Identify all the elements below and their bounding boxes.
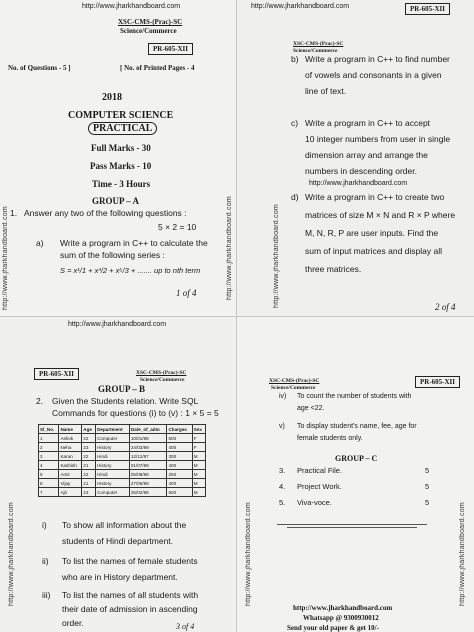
table-cell: 24/03/99 <box>129 443 167 452</box>
qd-line-5: three matrices. <box>305 264 362 274</box>
watermark-left-4: http://www.jharkhandboard.com <box>245 502 252 606</box>
watermark-left-2: http://www.jharkhandboard.com <box>273 204 280 308</box>
code-line-3: XSC-CMS-(Prac)-SC <box>136 370 187 376</box>
watermark-left-1: http://www.jharkhandboard.com <box>2 206 9 310</box>
table-cell: M <box>192 461 205 470</box>
stream-label-4: Science/Commerce <box>271 385 316 391</box>
item-3-label: Practical File. <box>297 466 343 475</box>
page-number-3: 3 of 4 <box>176 622 195 631</box>
table-header-cell: Age <box>82 425 96 434</box>
table-cell: M <box>192 470 205 479</box>
table-cell: Hindi <box>96 470 130 479</box>
table-row <box>39 443 206 452</box>
table-cell: 2 <box>39 443 59 452</box>
qii-label: ii) <box>42 556 49 566</box>
exam-year: 2018 <box>102 92 122 103</box>
table-cell: Computer <box>96 488 130 497</box>
qb-line-1: Write a program in C++ to find number <box>305 54 450 64</box>
qi-label: i) <box>42 520 47 530</box>
table-row <box>39 479 206 488</box>
table-cell: History <box>96 479 130 488</box>
group-a-heading: GROUP – A <box>92 196 140 206</box>
item-4-label: Project Work. <box>297 482 342 491</box>
q2-number: 2. <box>36 396 44 406</box>
table-cell: 400 <box>167 479 192 488</box>
qc-line-3: dimension array and arrange the <box>305 150 428 160</box>
page-2 <box>237 0 474 316</box>
qc-line-2: 10 integer numbers from user in single <box>305 134 451 144</box>
table-cell: Vijay <box>59 479 82 488</box>
qii-line-1: To list the names of female students <box>62 556 198 566</box>
qa-label: a) <box>36 238 44 248</box>
table-header-cell: Date_of_adm <box>129 425 167 434</box>
table-cell: 400 <box>167 443 192 452</box>
horizontal-fold-line <box>0 316 474 317</box>
table-cell: 250 <box>167 470 192 479</box>
qb-label: b) <box>291 54 299 64</box>
table-cell: 21 <box>82 479 96 488</box>
end-line-top <box>277 524 427 525</box>
num-pages: [ No. of Printed Pages - 4 <box>120 64 195 72</box>
stream-label-2: Science/Commerce <box>293 48 338 54</box>
table-row <box>39 434 206 443</box>
watermark-left-3: http://www.jharkhandboard.com <box>8 502 15 606</box>
table-cell: 7 <box>39 488 59 497</box>
table-cell: 5 <box>39 470 59 479</box>
stream-label: Science/Commerce <box>120 27 177 35</box>
qa-line-1: Write a program in C++ to calculate the <box>60 238 208 248</box>
qb-line-3: line of text. <box>305 86 347 96</box>
end-mark <box>277 524 427 528</box>
qd-line-4: sum of input matrices and display all <box>305 246 443 256</box>
stream-label-3: Science/Commerce <box>140 377 185 383</box>
watermark-right-1: http://www.jharkhandboard.com <box>226 196 233 300</box>
table-cell: Computer <box>96 434 130 443</box>
table-header-cell: Sl_No. <box>39 425 59 434</box>
table-header-cell: Charges <box>167 425 192 434</box>
table-cell: 500 <box>167 434 192 443</box>
table-cell: 23 <box>82 443 96 452</box>
table-cell: 12/12/97 <box>129 452 167 461</box>
table-cell: 300 <box>167 452 192 461</box>
qa-line-2: sum of the following series : <box>60 250 165 260</box>
q1-text: Answer any two of the following questions : <box>24 208 187 218</box>
pass-marks: Pass Marks - 10 <box>90 161 152 171</box>
table-cell: F <box>192 443 205 452</box>
qi-line-2: students of Hindi department. <box>62 536 174 546</box>
page-1 <box>0 0 237 316</box>
qb-line-2: of vowels and consonants in a given <box>305 70 442 80</box>
q2-line-1: Given the Students relation. Write SQL <box>52 396 199 406</box>
qc-line-4: numbers in descending order. <box>305 166 417 176</box>
table-cell: M <box>192 479 205 488</box>
qd-line-2: matrices of size M × N and R × P where <box>305 210 456 220</box>
qiii-line-1: To list the names of all students with <box>62 590 199 600</box>
qiii-line-3: order. <box>62 618 84 628</box>
footer-whatsapp: Whatsapp @ 9300930012 <box>303 614 379 622</box>
item-3-number: 3. <box>279 466 286 475</box>
qv-line-1: To display student's name, fee, age for <box>297 423 417 430</box>
table-header-row <box>39 425 206 434</box>
table-cell: M <box>192 488 205 497</box>
table-cell: Ajit <box>59 488 82 497</box>
qv-label: v) <box>279 423 285 430</box>
table-cell: 05/09/98 <box>129 470 167 479</box>
table-row <box>39 452 206 461</box>
students-table <box>38 424 206 497</box>
qc-label: c) <box>291 118 299 128</box>
qd-label: d) <box>291 192 299 202</box>
qiii-label: iii) <box>42 590 51 600</box>
table-cell: 6 <box>39 479 59 488</box>
site-url-top-2: http://www.jharkhandboard.com <box>251 3 350 10</box>
num-questions: No. of Questions - 5 ] <box>8 64 71 72</box>
code-line: XSC-CMS-(Prac)-SC <box>118 18 183 26</box>
item-5-marks: 5 <box>425 498 430 507</box>
item-4-number: 4. <box>279 482 286 491</box>
table-cell: 400 <box>167 461 192 470</box>
table-cell: M <box>192 452 205 461</box>
group-c-heading: GROUP – C <box>335 454 378 463</box>
qiv-line-2: age <22. <box>297 405 325 412</box>
practical-label: PRACTICAL <box>88 122 157 135</box>
item-4-marks: 5 <box>425 482 430 491</box>
qc-line-1: Write a program in C++ to accept <box>305 118 431 128</box>
qv-line-2: female students only. <box>297 435 363 442</box>
qiv-label: iv) <box>279 393 287 400</box>
site-url-mid-2: http://www.jharkhandboard.com <box>309 180 408 187</box>
table-cell: 500 <box>167 488 192 497</box>
code-line-2: XSC-CMS-(Prac)-SC <box>293 41 344 47</box>
item-5-label: Viva-voce. <box>297 498 332 507</box>
item-5-number: 5. <box>279 498 286 507</box>
table-cell: 25/02/98 <box>129 488 167 497</box>
group-b-heading: GROUP – B <box>98 384 146 394</box>
footer-url: http://www.jharkhandboard.com <box>293 604 393 612</box>
table-cell: 01/07/99 <box>129 461 167 470</box>
footer-send: Send your old paper & get 10/- <box>287 624 379 632</box>
table-header-cell: Sex <box>192 425 205 434</box>
table-cell: 3 <box>39 452 59 461</box>
paper-code-box-4: PR-605-XII <box>415 376 460 388</box>
code-line-4: XSC-CMS-(Prac)-SC <box>269 378 320 384</box>
table-cell: History <box>96 443 130 452</box>
table-row <box>39 488 206 497</box>
table-cell: Hindi <box>96 452 130 461</box>
time-limit: Time - 3 Hours <box>92 179 151 189</box>
table-cell: Kashish <box>59 461 82 470</box>
paper-code-box: PR-605-XII <box>148 43 193 55</box>
table-row <box>39 461 206 470</box>
qd-line-3: M, N, R, P are user inputs. Find the <box>305 228 439 238</box>
table-cell: 4 <box>39 461 59 470</box>
site-url-top: http://www.jharkhandboard.com <box>82 3 181 10</box>
table-cell: 22 <box>82 452 96 461</box>
table-cell: 27/06/99 <box>129 479 167 488</box>
qi-line-1: To show all information about the <box>62 520 187 530</box>
q2-line-2: Commands for questions (i) to (v) : 1 × 5 = 5 <box>52 408 219 418</box>
end-line-bottom <box>287 527 417 528</box>
q1-number: 1. <box>10 208 18 218</box>
table-cell: 22 <box>82 434 96 443</box>
qd-line-1: Write a program in C++ to create two <box>305 192 445 202</box>
qiii-line-2: their date of admission in ascending <box>62 604 198 614</box>
table-cell: 22 <box>82 470 96 479</box>
table-cell: Neha <box>59 443 82 452</box>
q1-marks: 5 × 2 = 10 <box>158 222 197 232</box>
qii-line-2: who are in History department. <box>62 572 178 582</box>
table-cell: Ashok <box>59 434 82 443</box>
page-number-2: 2 of 4 <box>435 302 456 312</box>
paper-code-box-2: PR-605-XII <box>405 3 450 15</box>
page-4 <box>237 316 474 632</box>
page-number-1: 1 of 4 <box>176 288 197 298</box>
series-formula: S = x¹/1 + x³/2 + x⁵/3 + ....... up to nth term <box>60 266 201 275</box>
full-marks: Full Marks - 30 <box>91 143 151 153</box>
item-3-marks: 5 <box>425 466 430 475</box>
table-cell: 23 <box>82 488 96 497</box>
paper-code-box-3: PR-605-XII <box>34 368 79 380</box>
page-3 <box>0 316 237 632</box>
table-cell: 10/01/98 <box>129 434 167 443</box>
table-row <box>39 470 206 479</box>
qiv-line-1: To count the number of students with <box>297 393 412 400</box>
site-url-top-3: http://www.jharkhandboard.com <box>68 321 167 328</box>
table-cell: History <box>96 461 130 470</box>
table-cell: F <box>192 434 205 443</box>
table-header-cell: Name <box>59 425 82 434</box>
table-cell: Amit <box>59 470 82 479</box>
watermark-right-4: http://www.jharkhandboard.com <box>459 502 466 606</box>
table-cell: Karan <box>59 452 82 461</box>
subject-title: COMPUTER SCIENCE <box>68 110 174 121</box>
table-header-cell: Department <box>96 425 130 434</box>
table-cell: 21 <box>82 461 96 470</box>
table-cell: 1 <box>39 434 59 443</box>
